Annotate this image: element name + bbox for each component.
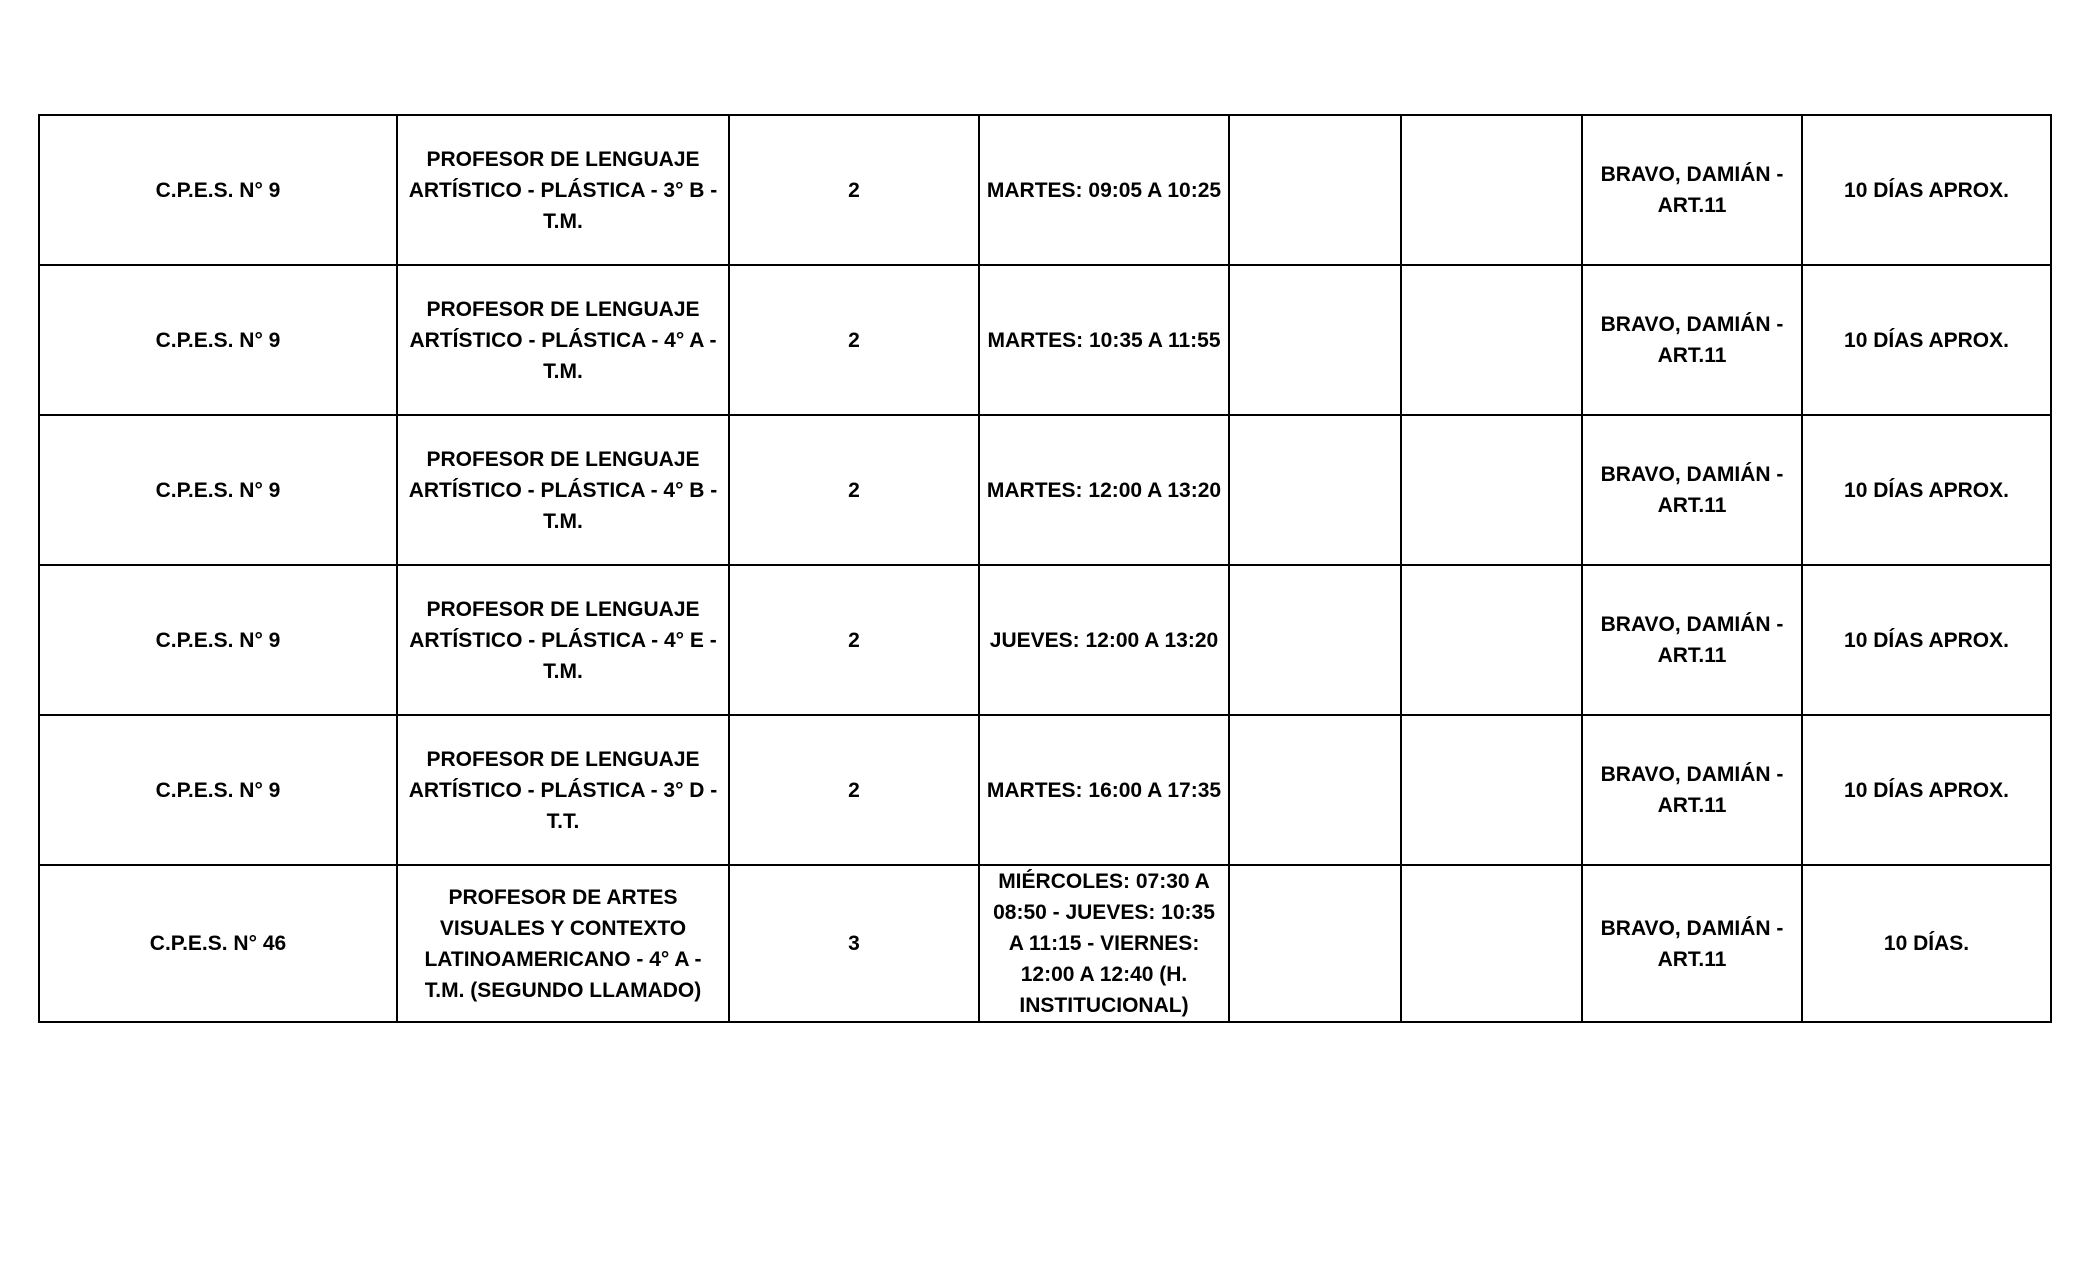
position-cell: PROFESOR DE LENGUAJE ARTÍSTICO - PLÁSTICA - 3° B - T.M. (397, 115, 729, 265)
school-cell: C.P.E.S. N° 9 (39, 415, 397, 565)
holder-cell: BRAVO, DAMIÁN - ART.11 (1582, 265, 1802, 415)
empty-cell (1229, 865, 1401, 1022)
empty-cell (1229, 415, 1401, 565)
duration-cell: 10 DÍAS APROX. (1802, 115, 2051, 265)
school-cell: C.P.E.S. N° 9 (39, 715, 397, 865)
empty-cell (1401, 865, 1582, 1022)
table-row (39, 715, 2051, 865)
table-row (39, 565, 2051, 715)
empty-cell (1401, 565, 1582, 715)
position-cell: PROFESOR DE LENGUAJE ARTÍSTICO - PLÁSTICA - 3° D - T.T. (397, 715, 729, 865)
schedule-cell: MARTES: 16:00 A 17:35 (979, 715, 1229, 865)
position-cell: PROFESOR DE ARTES VISUALES Y CONTEXTO LATINOAMERICANO - 4° A - T.M. (SEGUNDO LLAMADO) (397, 865, 729, 1022)
school-cell: C.P.E.S. N° 46 (39, 865, 397, 1022)
empty-cell (1229, 115, 1401, 265)
hours-cell: 2 (729, 415, 979, 565)
holder-cell: BRAVO, DAMIÁN - ART.11 (1582, 715, 1802, 865)
holder-cell: BRAVO, DAMIÁN - ART.11 (1582, 865, 1802, 1022)
hours-cell: 2 (729, 265, 979, 415)
hours-cell: 2 (729, 565, 979, 715)
holder-cell: BRAVO, DAMIÁN - ART.11 (1582, 115, 1802, 265)
empty-cell (1229, 265, 1401, 415)
duration-cell: 10 DÍAS APROX. (1802, 265, 2051, 415)
empty-cell (1229, 715, 1401, 865)
schedule-cell: MARTES: 09:05 A 10:25 (979, 115, 1229, 265)
table-row (39, 265, 2051, 415)
empty-cell (1401, 715, 1582, 865)
table-row (39, 865, 2051, 1022)
hours-cell: 2 (729, 115, 979, 265)
schedule-cell: JUEVES: 12:00 A 13:20 (979, 565, 1229, 715)
school-cell: C.P.E.S. N° 9 (39, 265, 397, 415)
duration-cell: 10 DÍAS. (1802, 865, 2051, 1022)
position-cell: PROFESOR DE LENGUAJE ARTÍSTICO - PLÁSTICA - 4° A - T.M. (397, 265, 729, 415)
schedule-cell: MARTES: 12:00 A 13:20 (979, 415, 1229, 565)
school-cell: C.P.E.S. N° 9 (39, 565, 397, 715)
empty-cell (1401, 265, 1582, 415)
schedule-cell: MARTES: 10:35 A 11:55 (979, 265, 1229, 415)
hours-cell: 2 (729, 715, 979, 865)
holder-cell: BRAVO, DAMIÁN - ART.11 (1582, 415, 1802, 565)
hours-cell: 3 (729, 865, 979, 1022)
duration-cell: 10 DÍAS APROX. (1802, 715, 2051, 865)
table-row (39, 415, 2051, 565)
schedule-cell: MIÉRCOLES: 07:30 A 08:50 - JUEVES: 10:35 A 11:15 - VIERNES: 12:00 A 12:40 (H. INSTITUCIONAL) (979, 865, 1229, 1022)
position-cell: PROFESOR DE LENGUAJE ARTÍSTICO - PLÁSTICA - 4° E - T.M. (397, 565, 729, 715)
duration-cell: 10 DÍAS APROX. (1802, 565, 2051, 715)
empty-cell (1401, 415, 1582, 565)
position-cell: PROFESOR DE LENGUAJE ARTÍSTICO - PLÁSTICA - 4° B - T.M. (397, 415, 729, 565)
vacancy-table (38, 114, 2052, 1023)
empty-cell (1229, 565, 1401, 715)
school-cell: C.P.E.S. N° 9 (39, 115, 397, 265)
holder-cell: BRAVO, DAMIÁN - ART.11 (1582, 565, 1802, 715)
empty-cell (1401, 115, 1582, 265)
duration-cell: 10 DÍAS APROX. (1802, 415, 2051, 565)
table-row (39, 115, 2051, 265)
